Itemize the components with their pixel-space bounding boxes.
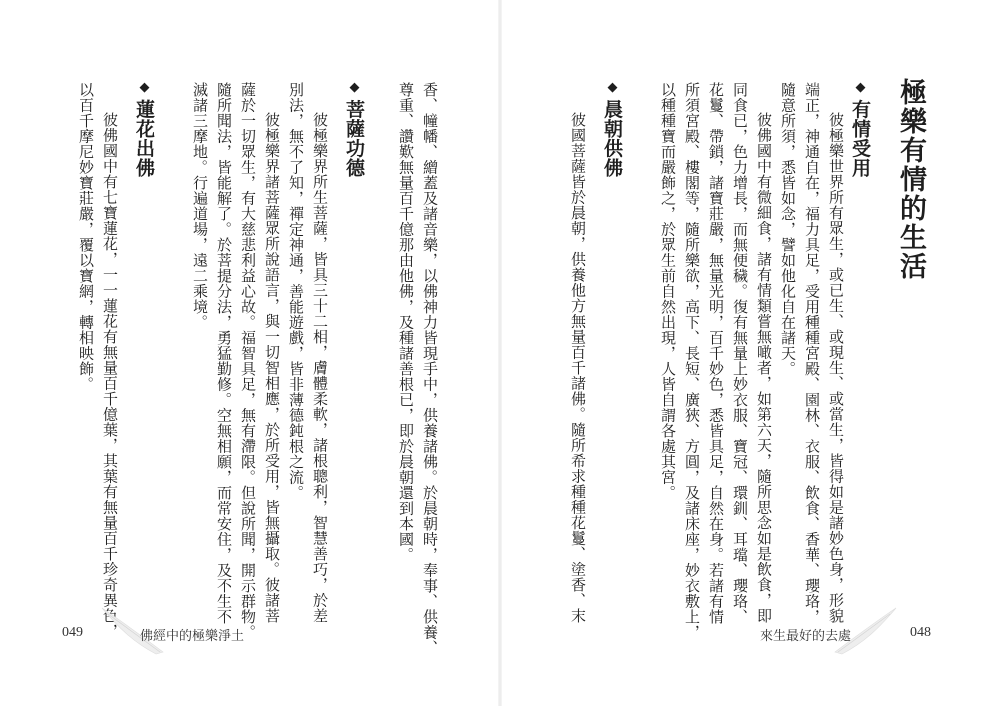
page-number: 049 <box>62 625 83 640</box>
chapter-title: 極樂有情的生活 <box>895 78 926 281</box>
page-number: 048 <box>910 625 931 640</box>
text-line: 隨意所須，悉皆如念，譬如他化自在諸天。 <box>779 82 797 377</box>
diamond-icon: ◆ <box>605 80 620 96</box>
text-line: 彼極樂界所生菩薩，皆具三十二相，膚體柔軟，諸根聰利，智慧善巧，於差 <box>311 112 329 624</box>
text-line: 所須宮殿、樓閣等，隨所樂欲，高下、長短、廣狹、方圓，及諸床座，妙衣敷上， <box>683 82 701 640</box>
text-line: 以百千摩尼妙寶莊嚴，覆以寶網，轉相映飾。 <box>77 82 95 392</box>
right-page <box>500 0 1000 706</box>
text-line: 彼佛國中有微細食，諸有情類嘗無噉者，如第六天，隨所思念如是飲食，即 <box>755 112 773 624</box>
footer-book-title: 佛經中的極樂淨土 <box>140 629 245 644</box>
text-line: 彼國菩薩皆於晨朝，供養他方無量百千諸佛。隨所希求種種花鬘、塗香、末 <box>569 112 587 624</box>
diamond-icon: ◆ <box>347 80 362 96</box>
section-heading-chenzhao <box>600 80 624 178</box>
book-gutter <box>498 0 502 706</box>
text-line: 端正，神通自在，福力具足，受用種種宮殿、園林、衣服、飲食、香華、瓔珞， <box>803 82 821 625</box>
text-line: 彼佛國中有七寶蓮花，一一蓮花有無量百千億葉，其葉有無量百千珍奇異色， <box>101 112 119 639</box>
text-line: 同食已，色力增長，而無便穢。復有無量上妙衣服、寶冠、環釧、耳璫、瓔珞、 <box>731 82 749 625</box>
text-line: 隨所聞法，皆能解了。於菩提分法，勇猛勤修。空無相願，而常安住，及不生不 <box>215 82 233 625</box>
section-heading-youqing <box>848 80 872 178</box>
text-line: 香、幢幡、繒蓋及諸音樂，以佛神力皆現手中，供養諸佛。於晨朝時，奉事、供養、 <box>421 82 439 656</box>
section-heading-lianhua <box>132 80 156 178</box>
text-line: 以種種寶而嚴飾之，於眾生前自然出現，人皆自謂各處其宮。 <box>659 82 677 501</box>
text-line: 滅諸三摩地。行遍道場，遠二乘境。 <box>191 82 209 330</box>
text-line: 尊重、讚歎無量百千億那由他佛，及種諸善根已，即於晨朝還到本國。 <box>397 82 415 563</box>
footer-book-title: 來生最好的去處 <box>760 629 852 644</box>
diamond-icon: ◆ <box>853 80 868 96</box>
text-line: 彼極樂世界所有眾生，或已生、或現生、或當生，皆得如是諸妙色身，形貌 <box>827 112 845 624</box>
section-heading-text: 有情受用 <box>849 99 871 178</box>
section-heading-text: 蓮花出佛 <box>133 99 155 178</box>
section-heading-text: 晨朝供佛 <box>601 99 623 178</box>
text-line: 薩於一切眾生，有大慈悲利益心故。福智具足，無有滯限。但說所聞，開示群物。 <box>239 82 257 640</box>
text-line: 花鬘、帶鎖，諸寶莊嚴，無量光明，百千妙色，悉皆具足，自然在身。若諸有情 <box>707 82 725 625</box>
text-line: 別法，無不了知，禪定神通，善能遊戲，皆非薄德鈍根之流。 <box>287 82 305 501</box>
diamond-icon: ◆ <box>137 80 152 96</box>
section-heading-pusa <box>342 80 366 178</box>
text-line: 彼極樂界諸菩薩眾所說語言，與一切智相應，於所受用，皆無攝取。彼諸菩 <box>263 112 281 624</box>
section-heading-text: 菩薩功德 <box>343 99 365 178</box>
